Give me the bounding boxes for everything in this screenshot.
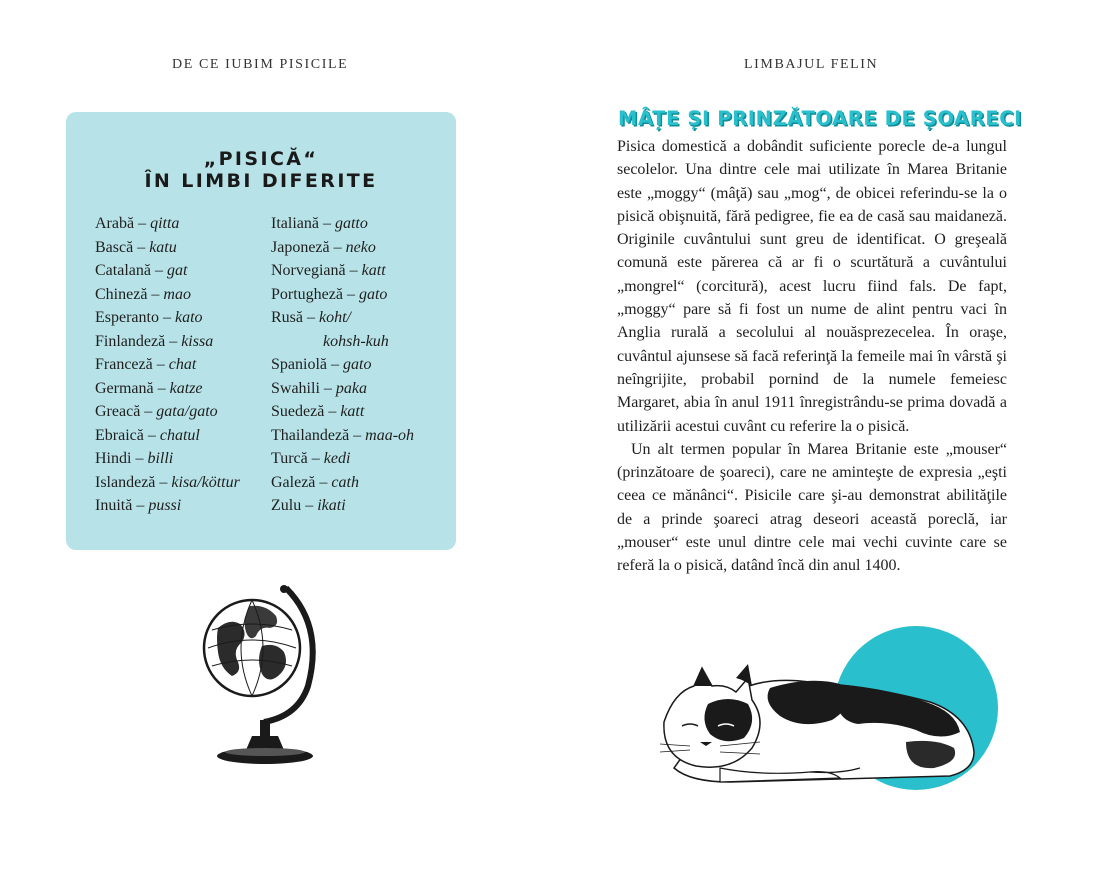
box-title-line-1: „PISICĂ“	[203, 148, 319, 170]
language-name: Finlandeză	[95, 332, 166, 350]
cat-word: chat	[168, 356, 197, 373]
language-name: Spaniolă	[271, 356, 327, 373]
cat-word: kato	[174, 309, 203, 326]
language-name: Swahili	[271, 379, 320, 397]
language-name: Japoneză	[271, 238, 330, 256]
language-name: Bască	[95, 238, 134, 256]
paragraph-2: Un alt termen popular în Marea Britanie este „mouser“ (prinzătoare de şoareci), care ne aminteşte de expresia „eşti ceea ce mănânci“. Pisicile care şi-au demonstrat abilităţile de a prinde şoareci atrag deseori această poreclă, iar „mouser“ este unul dintre cele mai vechi cuvinte care se referă la o pisică, datând încă din anul 1400.	[617, 440, 1007, 575]
cat-word: katt	[361, 262, 386, 279]
running-head-left: DE CE IUBIM PISICILE	[172, 57, 349, 72]
language-name: Turcă	[271, 450, 308, 467]
cat-word: qitta	[150, 215, 180, 232]
cat-word: gatto	[334, 215, 368, 232]
language-entry: Islandeză – kisa/köttur	[95, 473, 240, 491]
language-entry: Suedeză – katt	[271, 403, 365, 420]
cat-word: maa-oh	[365, 426, 415, 444]
cat-word: kissa	[181, 332, 214, 350]
language-name: Greacă	[95, 403, 141, 420]
cat-word: chatul	[159, 426, 200, 444]
language-entry: Esperanto – kato	[95, 309, 203, 326]
cat-word: gata/gato	[156, 403, 218, 420]
globe-illustration	[196, 580, 326, 770]
languages-column-right	[271, 212, 414, 518]
language-name: Thailandeză	[271, 426, 350, 444]
language-entry: Chineză – mao	[95, 285, 191, 303]
language-entry: Ebraică – chatul	[95, 426, 200, 444]
language-name: Inuită	[95, 497, 133, 514]
language-name: Italiană	[271, 215, 319, 232]
language-name: Arabă	[95, 215, 135, 232]
cat-word: katt	[340, 403, 365, 420]
cat-word: kisa/köttur	[171, 473, 240, 491]
cat-word: gat	[166, 262, 188, 279]
language-entry: Norvegiană – katt	[271, 262, 386, 279]
language-entry: Rusă – koht/	[271, 309, 351, 326]
cat-word: gato	[358, 285, 388, 303]
language-entry: Italiană – gatto	[271, 215, 368, 232]
language-entry: Turcă – kedi	[271, 450, 351, 467]
cat-word: ikati	[317, 497, 346, 514]
language-name: Germană	[95, 379, 154, 397]
language-entry: Germană – katze	[95, 379, 203, 397]
cat-word: kedi	[323, 450, 351, 467]
language-entry	[271, 330, 414, 354]
cat-word: katze	[169, 379, 203, 397]
language-entry: Bască – katu	[95, 238, 177, 256]
article-heading: MÂȚE ȘI PRINZĂTOARE DE ȘOARECI	[618, 107, 1023, 130]
paragraph-1: Pisica domestică a dobândit suficiente porecle de-a lungul secolelor. Una dintre cele mai utilizate în Marea Britanie este „moggy“ (mâţă) sau „mog“, de obicei referindu-se la o pisică obişnuită, fără pedigree, fie ea de casă sau maidaneză. Originile cuvântului sunt greu de identificat. O greşeală comună este părerea că ar fi o scurtătură a cuvântului „mongrel“ (corcitură), acest lucru fiind fals. De fapt, „moggy“ pare să fi fost un nume de alint pentru vaci în Anglia rurală a secolului al nouăsprezecelea. În oraşe, cuvântul ajunsese să facă referinţă la femeile mai în vârstă şi neîngrijite, probabil pornind de la numele femeiesc Margaret, abia în anul 1911 înregistrându-se prima dovadă a utilizării acestui cuvânt cu referire la o pisică.	[617, 138, 1007, 435]
box-title-line-2: ÎN LIMBI DIFERITE	[144, 170, 378, 192]
cat-word: cath	[331, 473, 359, 491]
cat-word: paka	[335, 379, 367, 397]
cat-word: koht/	[319, 309, 351, 326]
cat-word: katu	[149, 238, 177, 256]
article-body	[617, 135, 1007, 578]
cat-word: kohsh-kuh	[323, 332, 389, 350]
cat-word: billi	[147, 450, 174, 467]
language-name: Rusă	[271, 309, 303, 326]
languages-column-left	[95, 212, 240, 518]
language-entry: Swahili – paka	[271, 379, 367, 397]
language-entry: Inuită – pussi	[95, 497, 182, 514]
language-entry: Franceză – chat	[95, 356, 197, 373]
language-entry: Japoneză – neko	[271, 238, 376, 256]
language-entry: Hindi – billi	[95, 450, 174, 467]
sleeping-cat-illustration	[660, 664, 980, 784]
language-entry: Portugheză – gato	[271, 285, 388, 303]
language-name: Galeză	[271, 473, 316, 491]
language-entry: Greacă – gata/gato	[95, 403, 218, 420]
languages-box	[66, 112, 456, 550]
language-name: Zulu	[271, 497, 302, 514]
language-entry: Finlandeză – kissa	[95, 332, 214, 350]
language-entry: Catalană – gat	[95, 262, 188, 279]
language-name: Ebraică	[95, 426, 144, 444]
language-name: Chineză	[95, 285, 148, 303]
language-name: Hindi	[95, 450, 132, 467]
cat-word: pussi	[148, 497, 182, 514]
language-name: Norvegiană	[271, 262, 346, 279]
running-head-right: LIMBAJUL FELIN	[744, 57, 879, 72]
cat-word: gato	[343, 356, 372, 373]
language-entry: Thailandeză – maa-oh	[271, 426, 415, 444]
cat-word: mao	[163, 285, 191, 303]
language-name: Portugheză	[271, 285, 343, 303]
language-name: Franceză	[95, 356, 153, 373]
language-entry: Zulu – ikati	[271, 497, 346, 514]
language-entry: Spaniolă – gato	[271, 356, 372, 373]
language-name: Esperanto	[95, 309, 159, 326]
language-name: Catalană	[95, 262, 151, 279]
cat-word: neko	[345, 238, 376, 256]
language-entry: Arabă – qitta	[95, 215, 180, 232]
language-name: Suedeză	[271, 403, 325, 420]
language-entry: Galeză – cath	[271, 473, 359, 491]
language-name: Islandeză	[95, 473, 156, 491]
